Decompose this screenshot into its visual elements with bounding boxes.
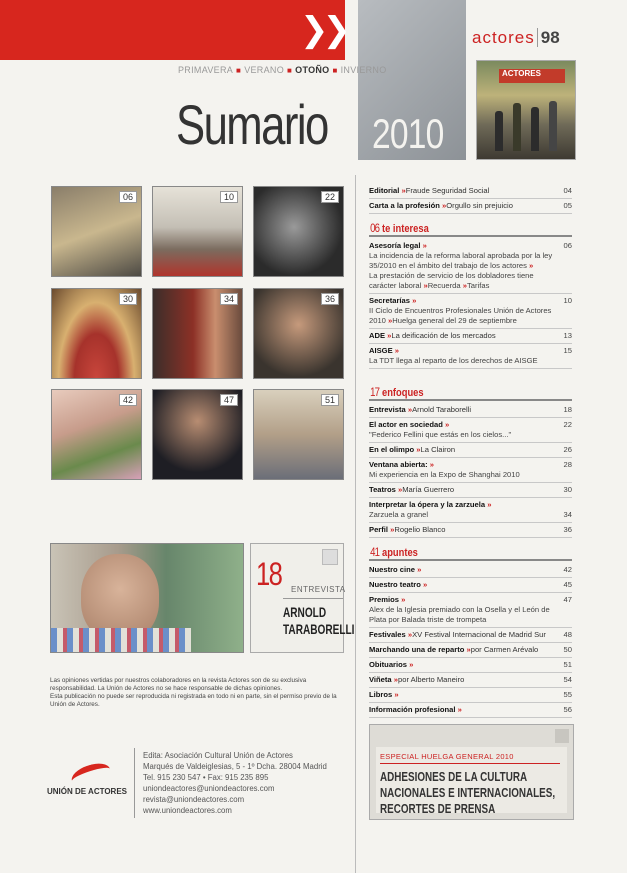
section-apuntes [369, 546, 572, 718]
toc-entry[interactable]: El actor en sociedad » "Federico Fellini que estás en los cielos..." 22 [369, 418, 572, 443]
toc-entry[interactable]: Ventana abierta: » Mi experiencia en la Expo de Shanghai 2010 28 [369, 458, 572, 483]
cover-figure [549, 101, 557, 151]
toc-entry-page: 15 [563, 346, 572, 355]
toc-entry-page: 06 [563, 241, 572, 250]
toc-entry-subtitle: Orgullo sin prejuicio [446, 201, 513, 210]
toc-entry-title: Teatros [369, 485, 396, 494]
toc-entry[interactable]: Asesoría legal » La incidencia de la reforma laboral aprobada por la ley 35/2010 en el ámbito del trabajo de los actores » La prestación de servicio de los dobladores tiene carácter laboral »Recuerda »Tarifas 06 [369, 239, 572, 294]
toc-entry-subtitle: La prestación de servicio de los dobladores tiene carácter laboral [369, 271, 534, 290]
toc-entry-title: Marchando una de reparto [369, 645, 465, 654]
toc-entry-title: El actor en sociedad [369, 420, 443, 429]
toc-entry[interactable]: Secretarías » II Ciclo de Encuentros Profesionales Unión de Actores 2010 »Huelga general del 29 de septiembre 10 [369, 294, 572, 329]
toc-entry[interactable]: Libros » 55 [369, 688, 572, 703]
season-autumn: OTOÑO [295, 65, 330, 75]
toc-entry-page: 55 [563, 690, 572, 699]
toc-entry-page: 13 [563, 331, 572, 340]
page-title: Sumario [176, 93, 328, 156]
toc-entry-subtitle: La incidencia de la reforma laboral aprobada por la ley 35/2010 en el ámbito del trabajo de los actores [369, 251, 553, 270]
toc-entry-page: 50 [563, 645, 572, 654]
disclaimer-line: Las opiniones vertidas por nuestros colaboradores en la revista Actores son de su exclusiva responsabilidad. La Unión de Actores no se hace responsable de dichas opiniones. [50, 677, 307, 692]
toc-entry-subtitle: Mi experiencia en la Expo de Shanghai 2010 [369, 470, 520, 479]
entrevista-page: 18 [256, 556, 282, 592]
header-red-block [0, 0, 345, 60]
toc-entry[interactable]: Carta a la profesión »Orgullo sin prejuicio 05 [369, 199, 572, 214]
section-header [369, 546, 572, 561]
thumbnail-22[interactable] [253, 186, 344, 277]
thumbnail-10[interactable] [152, 186, 243, 277]
toc-entry[interactable]: Nuestro cine » 42 [369, 563, 572, 578]
season-winter: INVIERNO [340, 65, 387, 75]
toc-entry-page: 47 [563, 595, 572, 604]
toc-entry-subtitle: Arnold Taraborelli [412, 405, 472, 414]
section-enfoques [369, 386, 572, 538]
section-title: te interesa [382, 223, 430, 235]
thumbnail-page: 34 [220, 293, 238, 305]
cover-banner: ACTORES [499, 69, 565, 83]
toc-entry-title: Carta a la profesión [369, 201, 440, 210]
toc-entry-title: Obituarios [369, 660, 407, 669]
toc-entry-title: Entrevista [369, 405, 406, 414]
season-summer: VERANO [244, 65, 284, 75]
thumbnail-47[interactable] [152, 389, 243, 480]
toc-entry[interactable]: En el olimpo »La Clairon 26 [369, 443, 572, 458]
toc-entry-subtitle: Zarzuela a granel [369, 510, 429, 519]
toc-entry[interactable]: Nuestro teatro » 45 [369, 578, 572, 593]
toc-entry-page: 04 [563, 186, 572, 195]
toc-entry-title: Viñeta [369, 675, 392, 684]
toc-entry[interactable]: Festivales »XV Festival Internacional de Madrid Sur 48 [369, 628, 572, 643]
toc-entry-subtitle: XV Festival Internacional de Madrid Sur [412, 630, 546, 639]
toc-entry[interactable]: ADE »La deificación de los mercados 13 [369, 329, 572, 344]
corner-mark [555, 729, 569, 743]
toc-entry-title: Nuestro cine [369, 565, 415, 574]
cover-thumbnail[interactable] [476, 60, 576, 160]
logo-swoosh-icon [69, 759, 113, 790]
toc-entry-subtitle: Tarifas [467, 281, 490, 290]
toc-entry-title: Premios [369, 595, 399, 604]
toc-entry-page: 42 [563, 565, 572, 574]
special-title: ADHESIONES DE LA CULTURA NACIONALES E INTERNACIONALES, RECORTES DE PRENSA [380, 769, 556, 816]
section-title: enfoques [382, 387, 424, 399]
section-te-interesa [369, 222, 572, 369]
toc-entry[interactable]: Obituarios » 51 [369, 658, 572, 673]
toc-entry-page: 18 [563, 405, 572, 414]
disclaimer [50, 677, 350, 709]
toc-entry-title: Nuestro teatro [369, 580, 421, 589]
thumbnail-page: 36 [321, 293, 339, 305]
thumbnail-30[interactable] [51, 288, 142, 379]
section-number: 06 [370, 221, 380, 235]
section-number: 41 [370, 545, 380, 559]
toc-entry-title: Festivales [369, 630, 406, 639]
toc-entry-subtitle: Alex de la Iglesia premiado con la Osella y el León de Plata por Balada triste de trompeta [369, 605, 550, 624]
section-title: apuntes [382, 547, 419, 559]
thumbnail-page: 42 [119, 394, 137, 406]
toc-entry-page: 56 [563, 705, 572, 714]
toc-entry-subtitle: Rogelio Blanco [394, 525, 446, 534]
cover-figure [495, 111, 503, 151]
toc-entry-subtitle: Recuerda [427, 281, 461, 290]
feature-photo[interactable] [50, 543, 244, 653]
toc-entry-title: ADE [369, 331, 386, 340]
season-bar: PRIMAVERA ■ VERANO ■ OTOÑO ■ INVIERNO [178, 65, 387, 75]
toc-entry-subtitle: María Guerrero [402, 485, 455, 494]
toc-entry-title: Interpretar la ópera y la zarzuela [369, 500, 486, 509]
toc-entry-subtitle: por Alberto Maneiro [398, 675, 465, 684]
section-header [369, 222, 572, 237]
toc-entry-page: 48 [563, 630, 572, 639]
corner-mark [322, 549, 338, 565]
toc-entry[interactable]: Premios » Alex de la Iglesia premiado con la Osella y el León de Plata por Balada triste de trompeta 47 [369, 593, 572, 628]
toc-entry-subtitle: por Carmen Arévalo [470, 645, 539, 654]
entrevista-name [283, 604, 354, 638]
toc-entry-title: Información profesional [369, 705, 456, 714]
toc-entry-subtitle: Fraude Seguridad Social [405, 186, 490, 195]
toc-entry[interactable]: Teatros »María Guerrero 30 [369, 483, 572, 498]
toc-entry-title: Editorial [369, 186, 400, 195]
toc-entry-page: 51 [563, 660, 572, 669]
season-spring: PRIMAVERA [178, 65, 234, 75]
credit-line: Tel. 915 230 547 • Fax: 915 235 895 [143, 773, 269, 782]
section-header [369, 386, 572, 401]
toc-entry-title: Libros [369, 690, 393, 699]
chevron-right-icon: ❯❯ [300, 10, 345, 50]
toc-entry-page: 05 [563, 201, 572, 210]
thumbnail-51[interactable] [253, 389, 344, 480]
credit-email[interactable]: revista@uniondeactores.com [143, 795, 245, 804]
magazine-name: actores [472, 28, 535, 47]
thumbnail-page: 47 [220, 394, 238, 406]
toc-entry-title: Secretarías [369, 296, 410, 305]
thumbnail-36[interactable] [253, 288, 344, 379]
credit-website[interactable]: www.uniondeactores.com [143, 806, 232, 815]
disclaimer-line: Esta publicación no puede ser reproducida ni registrada en todo ni en parte, sin el permiso previo de la Unión de Actores. [50, 693, 337, 708]
column-divider [355, 175, 356, 873]
toc-entry[interactable]: Perfil »Rogelio Blanco 36 [369, 523, 572, 538]
credit-line: Edita: Asociación Cultural Unión de Actores [143, 751, 293, 760]
cover-figure [513, 103, 521, 151]
credit-email[interactable]: uniondeactores@uniondeactores.com [143, 784, 275, 793]
toc-entry-title: Asesoría legal [369, 241, 421, 250]
section-number: 17 [370, 385, 380, 399]
credit-line: Marqués de Valdeiglesias, 5 - 1º Dcha. 28004 Madrid [143, 762, 327, 771]
toc-entry-subtitle: La TDT llega al reparto de los derechos de AISGE [369, 356, 538, 365]
toc-entry-page: 54 [563, 675, 572, 684]
thumbnail-page: 06 [119, 191, 137, 203]
entrevista-label: ENTREVISTA [291, 585, 346, 594]
thumbnail-42[interactable] [51, 389, 142, 480]
thumbnail-page: 51 [321, 394, 339, 406]
toc-entry-title: En el olimpo [369, 445, 415, 454]
toc-entry[interactable]: Interpretar la ópera y la zarzuela » Zarzuela a granel 34 [369, 498, 572, 523]
divider [283, 598, 343, 599]
cover-figure [531, 107, 539, 151]
special-caption: ESPECIAL HUELGA GENERAL 2010 [380, 752, 514, 761]
toc-entry-page: 22 [563, 420, 572, 429]
toc-entry-page: 30 [563, 485, 572, 494]
union-actores-logo [45, 765, 135, 805]
entrevista-name-line1: ARNOLD [283, 604, 327, 620]
toc-entry-page: 26 [563, 445, 572, 454]
entrevista-name-line2: TARABORELLI [283, 621, 355, 637]
thumbnail-page: 22 [321, 191, 339, 203]
thumbnail-06[interactable] [51, 186, 142, 277]
issue-label [472, 28, 582, 58]
toc-entry-page: 34 [563, 510, 572, 519]
toc-entry-page: 36 [563, 525, 572, 534]
entrevista-box[interactable] [250, 543, 355, 653]
divider [380, 763, 560, 764]
footer-divider [134, 748, 135, 818]
thumbnail-34[interactable] [152, 288, 243, 379]
thumbnail-page: 10 [220, 191, 238, 203]
toc-top [369, 184, 572, 214]
toc-entry-subtitle: Huelga general del 29 de septiembre [392, 316, 517, 325]
toc-entry[interactable]: AISGE » La TDT llega al reparto de los derechos de AISGE 15 [369, 344, 572, 369]
special-huelga-box[interactable] [369, 724, 574, 820]
portrait-shirt [51, 628, 191, 652]
toc-entry-title: Ventana abierta: [369, 460, 428, 469]
toc-entry[interactable]: Marchando una de reparto »por Carmen Arévalo 50 [369, 643, 572, 658]
toc-entry[interactable]: Entrevista »Arnold Taraborelli 18 [369, 403, 572, 418]
toc-entry-subtitle: La Clairon [420, 445, 456, 454]
toc-entry-page: 10 [563, 296, 572, 305]
toc-entry-title: Perfil [369, 525, 388, 534]
logo-text: UNIÓN DE ACTORES [47, 787, 128, 796]
toc-entry[interactable]: Editorial »Fraude Seguridad Social 04 [369, 184, 572, 199]
toc-entry-page: 28 [563, 460, 572, 469]
toc-entry-subtitle: La deificación de los mercados [391, 331, 496, 340]
page-year: 2010 [372, 110, 444, 157]
credits [143, 750, 327, 816]
toc-entry[interactable]: Información profesional » 56 [369, 703, 572, 718]
toc-entry-subtitle: II Ciclo de Encuentros Profesionales Unión de Actores 2010 [369, 306, 552, 325]
issue-number: 98 [537, 28, 560, 47]
toc-entry-title: AISGE [369, 346, 393, 355]
toc-entry-subtitle: "Federico Fellini que estás en los cielos..." [369, 430, 512, 439]
toc-entry-page: 45 [563, 580, 572, 589]
toc-entry[interactable]: Viñeta »por Alberto Maneiro 54 [369, 673, 572, 688]
thumbnail-page: 30 [119, 293, 137, 305]
